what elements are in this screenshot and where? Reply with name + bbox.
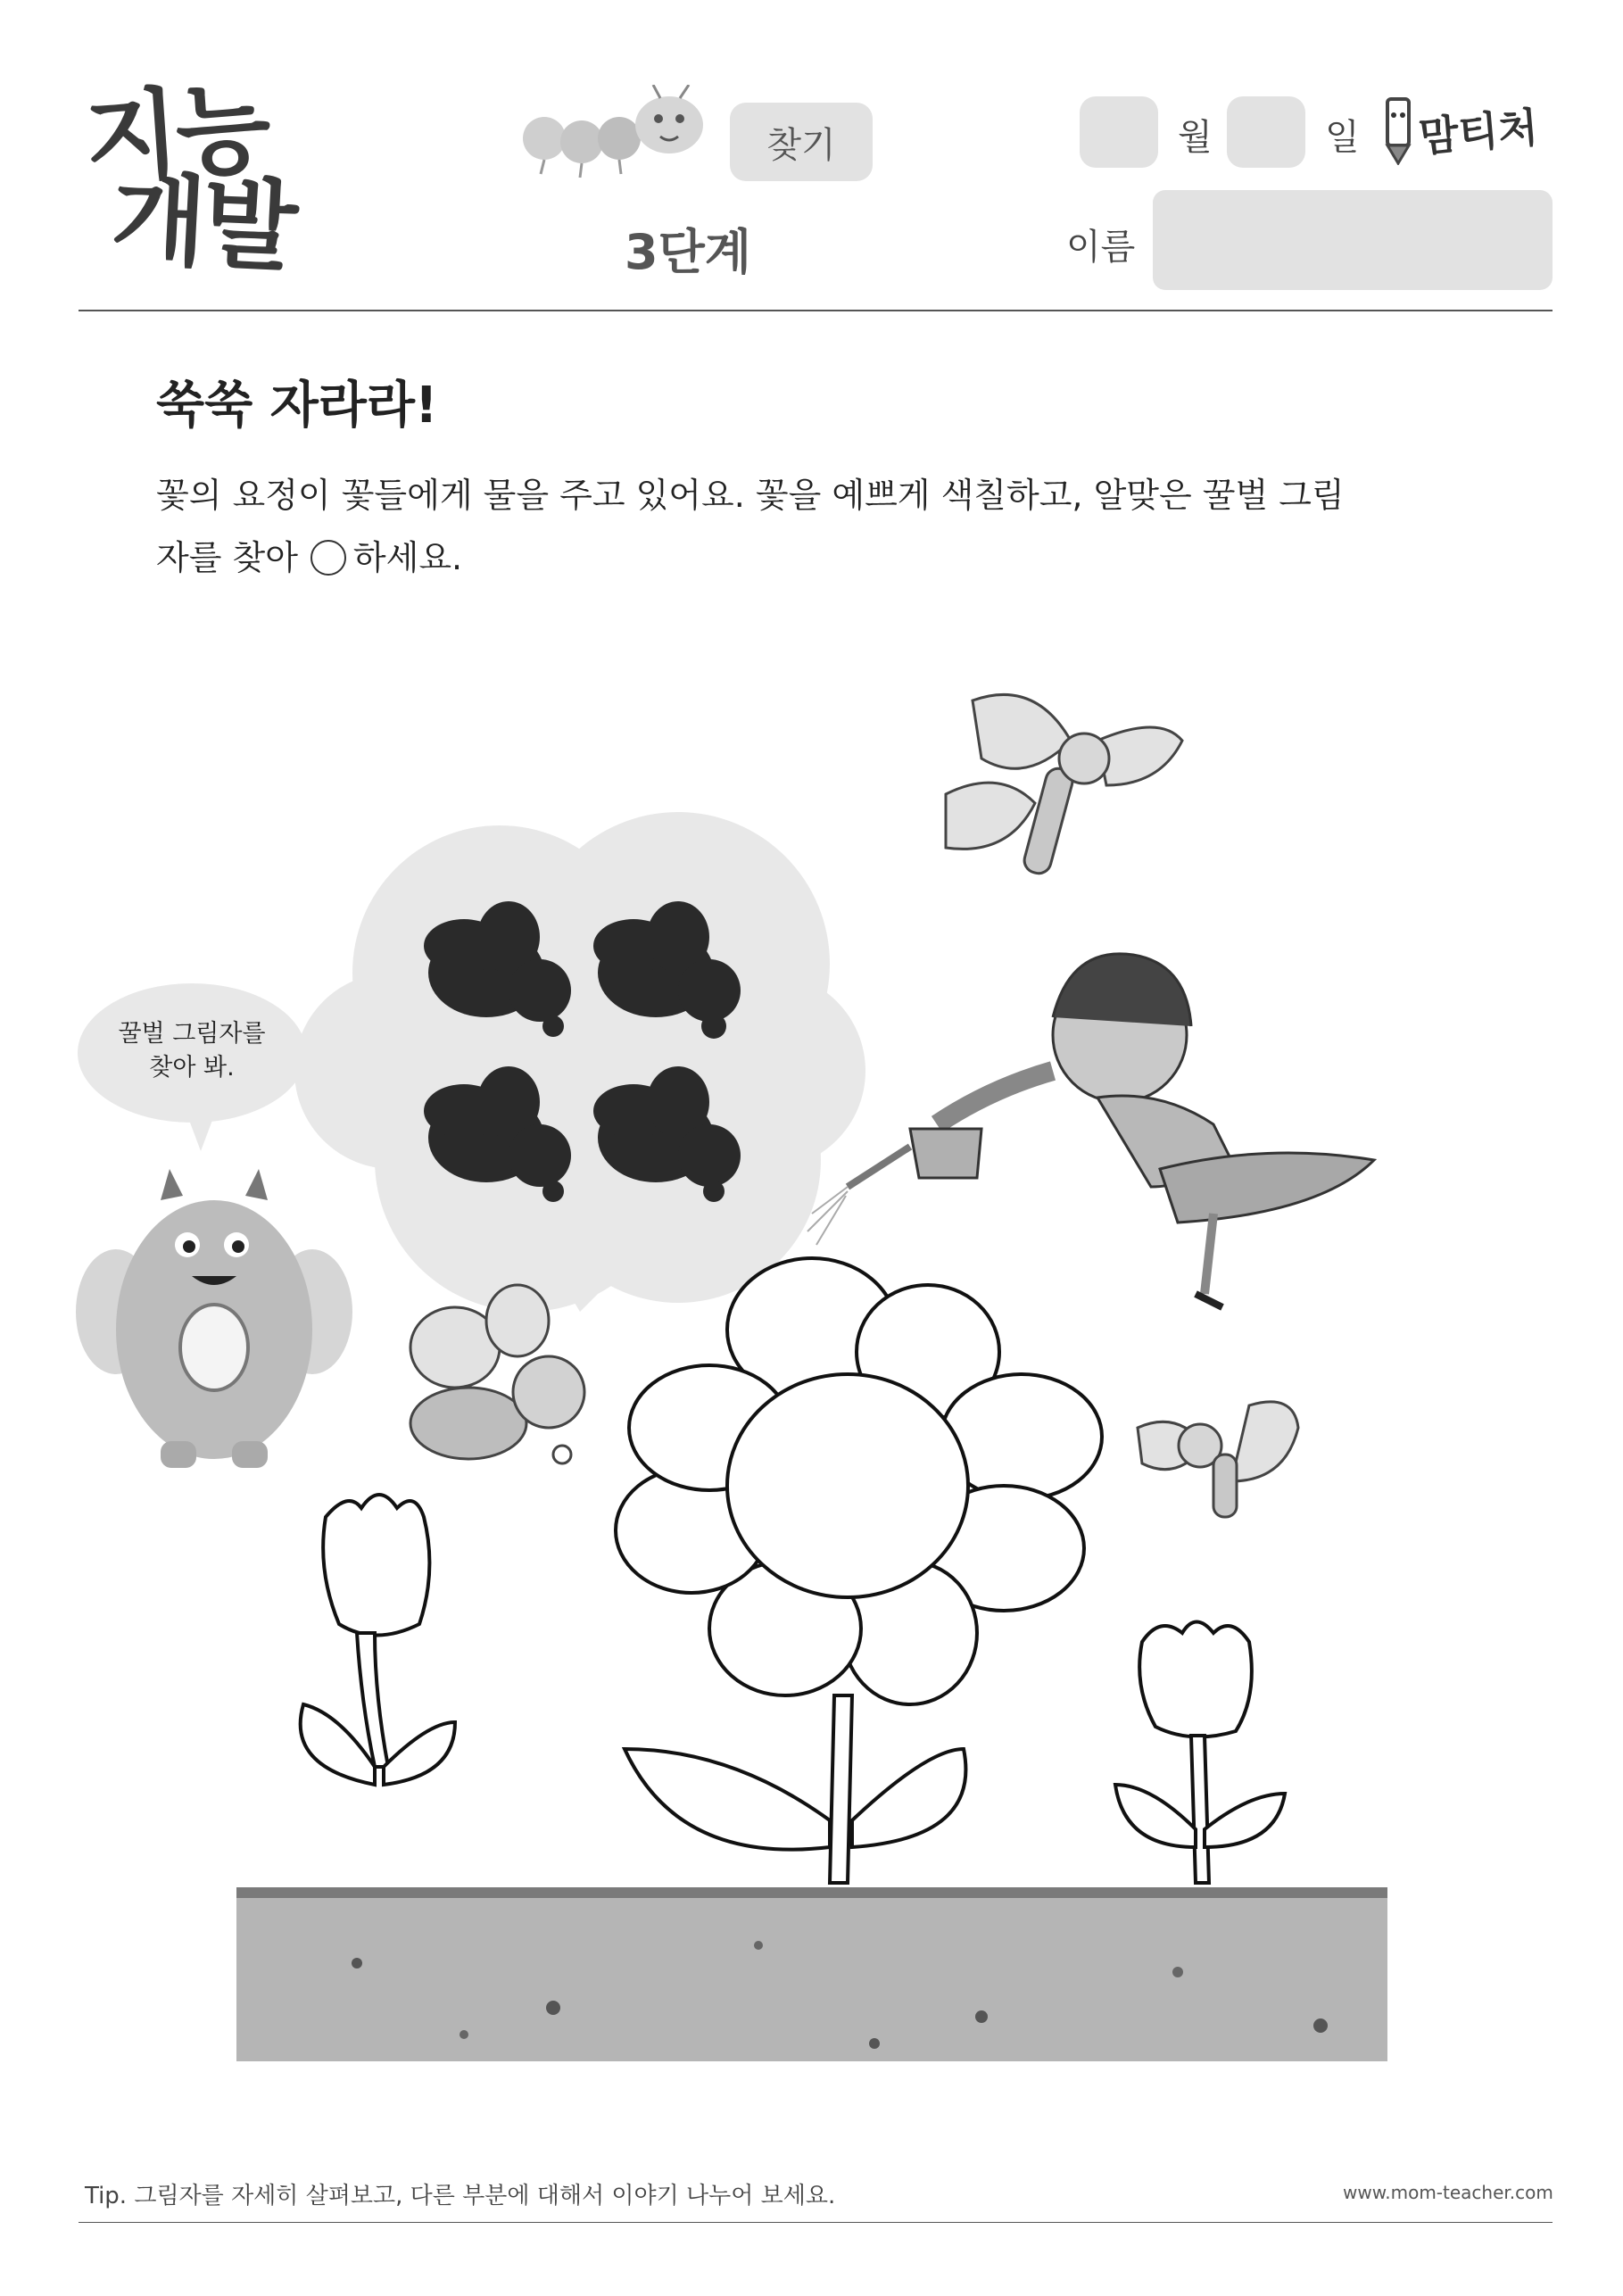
butterfly-right (1138, 1402, 1298, 1517)
category-tag (730, 103, 873, 181)
soil-ground (236, 1887, 1387, 2061)
thought-cloud (294, 812, 865, 1312)
category-tag-label: 찾기 (766, 124, 836, 166)
month-label: 월 (1178, 117, 1213, 158)
header-divider (79, 310, 1553, 311)
bee-character (410, 1285, 584, 1463)
logo-line1: 지능 (80, 70, 271, 197)
day-label: 일 (1325, 117, 1360, 158)
speech-bubble-line2: 찾아 봐. (149, 1054, 235, 1082)
illustration (0, 625, 1623, 2097)
flower-center-daisy[interactable] (616, 1258, 1102, 1883)
speech-bubble-line1: 꿀벌 그림자를 (118, 1020, 266, 1048)
flower-left-tulip[interactable] (301, 1495, 455, 1785)
instruction-line2 (156, 526, 462, 589)
pencil-mascot-icon (1379, 94, 1418, 165)
instruction-line2-before: 자를 찾아 (156, 538, 298, 577)
mascot-character (76, 1169, 352, 1468)
logo-line2: 개발 (108, 161, 297, 286)
brand-logo: 맘티처 (1417, 103, 1540, 162)
footer-divider (79, 2222, 1553, 2223)
name-field[interactable] (1153, 190, 1553, 290)
footer-url[interactable]: www.mom-teacher.com (1343, 2182, 1553, 2203)
butterfly-top (946, 694, 1182, 875)
speech-bubble-text (80, 1017, 303, 1085)
flower-fairy-girl (848, 954, 1374, 1307)
level-label: 3단계 (625, 224, 751, 280)
instruction-line1: 꽃의 요정이 꽃들에게 물을 주고 있어요. 꽃을 예쁘게 색칠하고, 알맞은 꿀벌 그림 (156, 476, 1345, 515)
worksheet-title: 쑥쑥 자라라! (156, 377, 438, 435)
flower-right-tulip[interactable] (1115, 1622, 1285, 1884)
footer-tip: Tip. 그림자를 자세히 살펴보고, 다른 부분에 대해서 이야기 나누어 보세요. (85, 2183, 836, 2209)
circle-mark-icon (311, 540, 346, 576)
logo (80, 70, 344, 286)
month-box[interactable] (1080, 96, 1158, 168)
instruction-line2-after: 하세요. (352, 538, 463, 577)
caterpillar-icon (518, 85, 723, 183)
day-box[interactable] (1227, 96, 1305, 168)
name-label: 이름 (1066, 227, 1136, 268)
